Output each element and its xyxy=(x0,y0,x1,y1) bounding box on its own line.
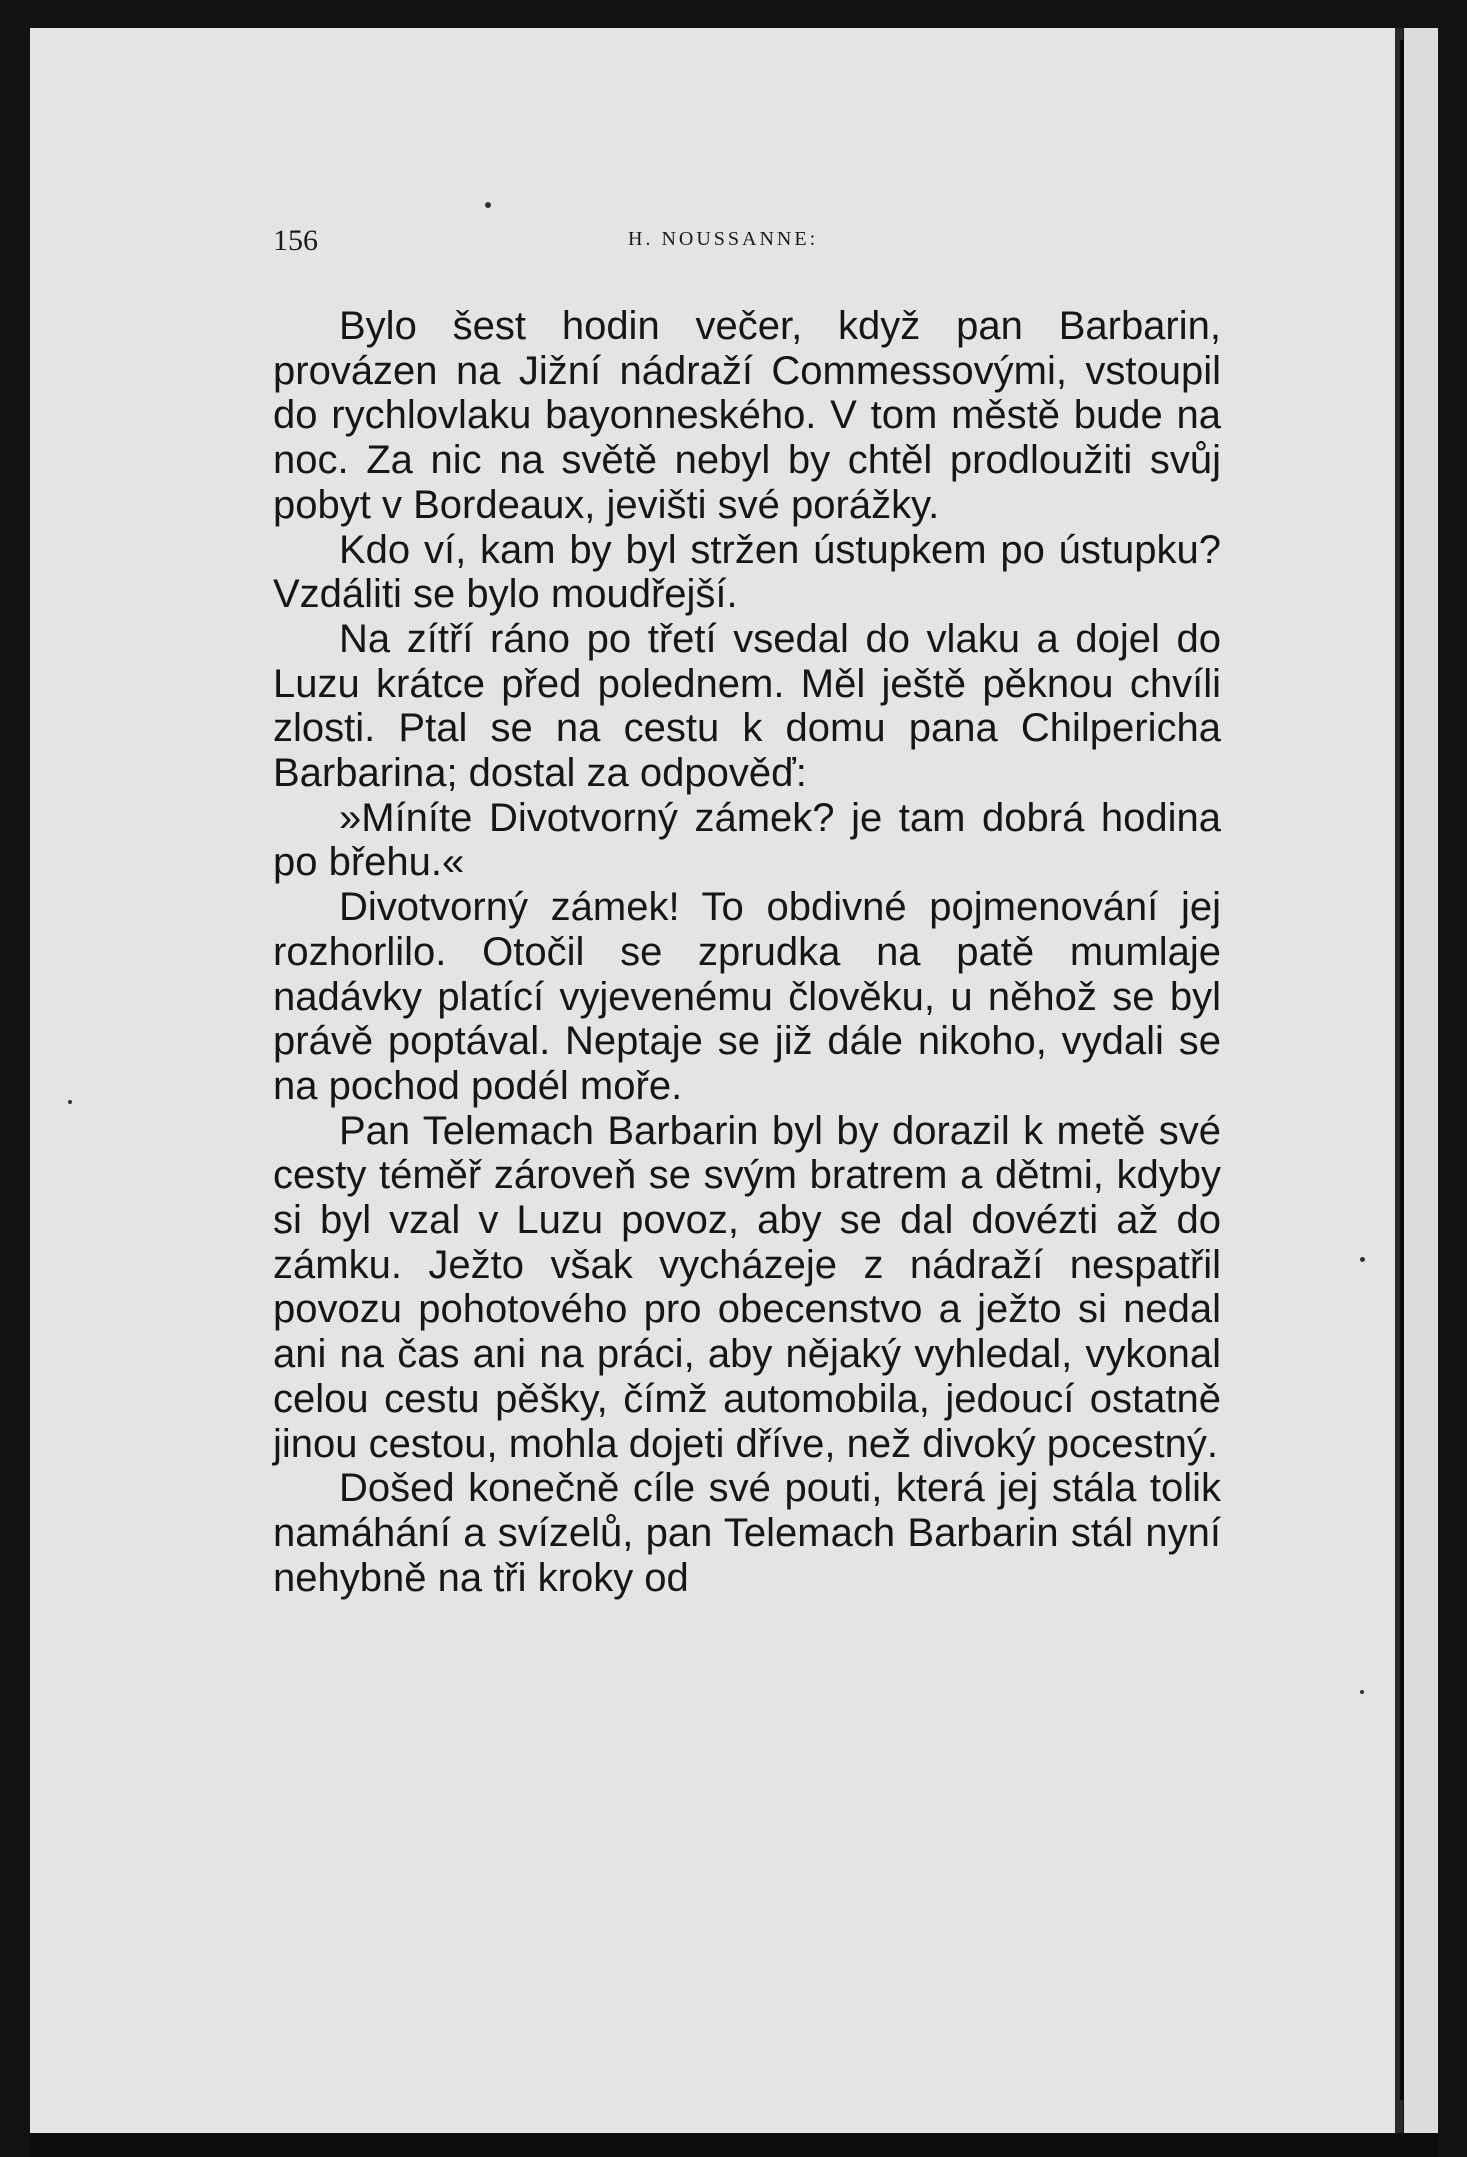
paragraph: Bylo šest hodin večer, když pan Barbarin, provázen na Jižní nádraží Commessovými, vstoupil do rychlovlaku bayonneského. V tom městě bude na noc. Za nic na světě nebyl by chtěl prodlоužiti svůj pobyt v Bordeaux, jevišti své porážky. xyxy=(273,304,1221,527)
next-page-edge xyxy=(1404,28,1438,2133)
ink-speck xyxy=(1360,1257,1365,1262)
paragraph: »Míníte Divotvorný zámek? je tam dobrá hodina po břehu.« xyxy=(273,795,1221,885)
page-number: 156 xyxy=(273,224,318,257)
paragraph: Divotvorný zámek! To obdivné pojmenování jej rozhorlilo. Otočil se zprudka na patě mumlaje nadávky platící vyjevenému člověku, u něhož se byl právě poptával. Neptaje se již dále nikoho, vydali se na pochod podél moře. xyxy=(273,885,1221,1108)
body-text xyxy=(273,304,1221,1600)
paragraph: Pan Telemach Barbarin byl by dorazil k metě své cesty téměř zároveň se svým bratrem a dětmi, kdyby si byl vzal v Luzu povoz, aby se dal dovézti až do zámku. Ježto však vycházeje z nádraží nespatřil povozu pohotového pro obecenstvo a ježto si nedal ani na čas ani na práci, aby nějaký vyhledal, vykonal celou cestu pěšky, čímž automobila, jedoucí ostatně jinou cestou, mohla dojeti dříve, než divoký pocestný. xyxy=(273,1108,1221,1466)
ink-speck xyxy=(68,1100,72,1104)
running-head: H. NOUSSANNE: xyxy=(628,228,819,250)
page-header xyxy=(273,224,1223,264)
ink-speck xyxy=(1360,1690,1364,1694)
paragraph: Došed konečně cíle své pouti, která jej stála tolik namáhání a svízelů, pan Telemach Barbarin stál nyní nehybně na tři kroky od xyxy=(273,1466,1221,1600)
ink-speck xyxy=(485,202,491,208)
scan-bottom-border xyxy=(30,2133,1438,2157)
paragraph: Kdo ví, kam by byl stržen ústupkem po ústupku? Vzdáliti se bylo moudřejší. xyxy=(273,527,1221,617)
paragraph: Na zítří ráno po třetí vsedal do vlaku a dojel do Luzu krátce před polednem. Měl ještě pěknou chvíli zlosti. Ptal se na cestu k domu pana Chilpericha Barbarina; dostal za odpověď: xyxy=(273,616,1221,796)
